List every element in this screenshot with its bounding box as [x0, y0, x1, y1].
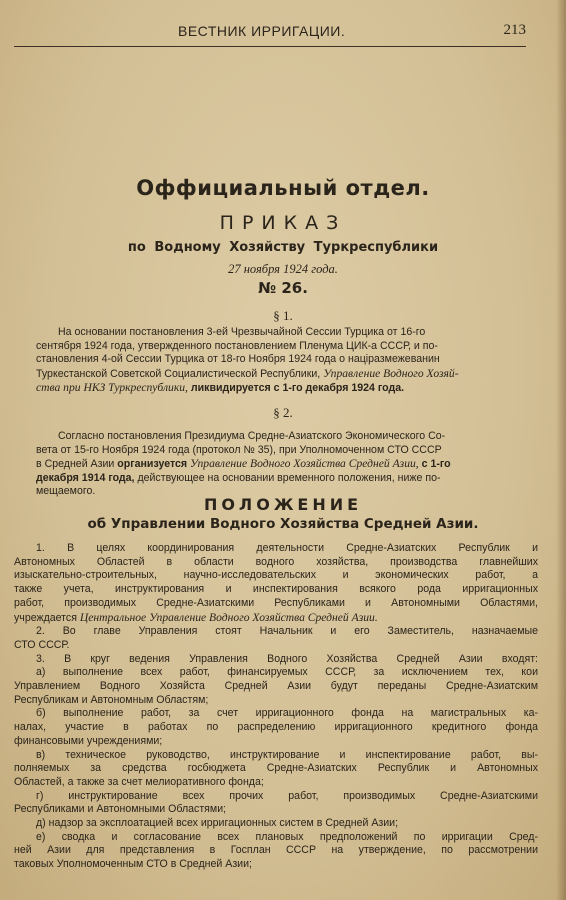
- paragraph-1-mark: § 1.: [273, 308, 293, 323]
- paragraph-2-text: [36, 430, 516, 499]
- paragraph-2-italic: Управление Водного Хозяйства Средней Азии,: [190, 457, 419, 471]
- regulation-line: Автономных Областей в области водного хозяйства, производства главнейших: [14, 555, 538, 568]
- regulation-line: налах, участие в работах по распределению ирригационного кредитного фонда: [14, 721, 538, 734]
- paragraph-2-line: мещаемого.: [36, 485, 96, 498]
- page-edge-shadow: [556, 0, 566, 900]
- regulation-line: ней Азии для представления в Госплан СССР на утверждение, по рассмотрении: [14, 844, 538, 857]
- paragraph-1-text: [36, 326, 516, 396]
- regulation-line: 3. В круг ведения Управления Водного Хозяйства Средней Азии входят:: [36, 652, 538, 665]
- paragraph-1-bold: ликвидируется с 1-го декабря 1924 года.: [190, 382, 405, 395]
- paragraph-1-line: сентября 1924 года, утвержденного постановлением Пленума ЦИК-а СССР, и по-: [36, 339, 438, 352]
- paragraph-2-bold: декабря 1914 года,: [36, 471, 135, 484]
- paragraph-1-line: На основании постановления 3-ей Чрезвычайной Сессии Турцика от 16-го: [58, 326, 426, 338]
- running-header: [14, 20, 526, 47]
- running-title: ВЕСТНИК ИРРИГАЦИИ.: [178, 23, 346, 39]
- paragraph-2-mark: § 2.: [273, 405, 293, 420]
- regulation-line: в) техническое руководство, инструктирование и инспектирование работ, вы-: [36, 748, 538, 761]
- regulation-line: [14, 611, 538, 626]
- paragraph-2-line: Согласно постановления Президиума Средне-Азиатского Экономического Со-: [58, 430, 446, 442]
- regulation-line: д) надзор за эксплоатацией всех ирригационных систем в Средней Азии;: [36, 817, 399, 830]
- paragraph-2-bold: с 1-го: [421, 458, 451, 471]
- regulation-line: Республикам и Автономным Областям;: [14, 693, 209, 706]
- order-subtitle: по Водному Хозяйству Туркреспублики: [127, 240, 439, 255]
- regulation-line: финансовыми учреждениями;: [14, 734, 163, 747]
- regulation-line: Областей, а также за счет мелиоративного фонда;: [14, 775, 264, 788]
- paragraph-2-text-part: действующее на основании временного положения, ниже по-: [137, 471, 441, 484]
- regulation-line: г) инструктирование всех прочих работ, производимых Средне-Азиатскими: [36, 789, 538, 802]
- paragraph-1-line: [36, 381, 516, 396]
- paragraph-1-italic: Управление Водного Хозяй-: [323, 366, 459, 380]
- page-number: 213: [503, 22, 526, 38]
- regulation-line: изыскательно-строительных, научно-исследовательских и экономических работ, а: [14, 569, 538, 582]
- regulation-line: а) выполнение всех работ, финансируемых СССР, за исключением тех, кои: [36, 666, 538, 679]
- paragraph-2-bold: организуется: [117, 458, 188, 471]
- order-number: № 26.: [258, 279, 308, 297]
- regulation-subtitle: об Управлении Водного Хозяйства Средней Азии.: [87, 516, 479, 532]
- regulation-line: 2. Во главе Управления стоят Начальник и его Заместитель, назначаемые: [36, 625, 538, 638]
- regulation-text: [14, 542, 538, 872]
- paragraph-2-text-part: в Средней Азии: [36, 458, 115, 471]
- regulation-line: таковых Уполномоченным СТО в Средней Азии;: [14, 858, 252, 871]
- paragraph-1-line: становления 4-ой Сессии Турцика от 18-го Ноября 1924 года о націразмежеванин: [36, 353, 440, 366]
- paragraph-1-text-part: Туркестанской Советской Социалистической Республики,: [36, 367, 321, 380]
- regulation-line: СТО СССР.: [14, 638, 70, 651]
- order-date: 27 ноября 1924 года.: [228, 262, 338, 276]
- regulation-italic: Центральное Управление Водного Хозяйства Средней Азии.: [79, 610, 378, 624]
- regulation-line: 1. В целях координирования деятельности Средне-Азиатских Республик и: [36, 542, 538, 554]
- regulation-line: Республиками и Автономными Областями;: [14, 803, 227, 816]
- paragraph-2-line: вета от 15-го Ноября 1924 года (протокол № 35), при Уполномоченном СТО СССР: [36, 443, 442, 456]
- paragraph-2-line: [36, 457, 516, 472]
- section-title: Оффициальный отдел.: [136, 176, 430, 200]
- regulation-heading: ПОЛОЖЕНИЕ: [203, 495, 363, 514]
- regulation-line: работ, производимых Средне-Азиатскими Республиками и Автономными Областями,: [14, 596, 538, 609]
- paragraph-1-line: [36, 367, 516, 382]
- regulation-line: б) выполнение работ, за счет ирригационного фонда на магистральных ка-: [36, 707, 538, 720]
- paragraph-1-italic: ства при НКЗ Туркреспублики,: [36, 381, 188, 395]
- regulation-line: Управлением Водного Хозяйста Средней Азии будут переданы Средне-Азиатским: [14, 680, 538, 693]
- regulation-line: также учета, инструктирования и инспектирования всякого рода ирригационных: [14, 583, 538, 596]
- order-heading: ПРИКАЗ: [219, 212, 347, 234]
- paragraph-2-line: [36, 472, 516, 486]
- regulation-line: е) сводка и согласование всех плановых предположений по ирригации Сред-: [36, 830, 538, 843]
- regulation-text-part: учреждается: [14, 611, 77, 624]
- regulation-line: полняемых за средства госбюджета Средне-Азиатских Республик и Автономных: [14, 762, 538, 775]
